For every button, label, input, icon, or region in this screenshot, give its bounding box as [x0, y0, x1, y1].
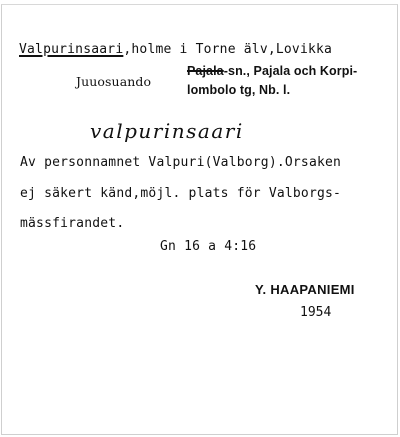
body-line-2: ej säkert känd,möjl. plats för Valborgs-	[20, 186, 342, 201]
headword: Valpurinsaari	[19, 42, 124, 57]
handwritten-headword: valpurinsaari	[90, 119, 244, 143]
body-line-1: Av personnamnet Valpuri(Valborg).Orsaken	[20, 155, 342, 170]
dialect-form: Juuosuando	[76, 74, 152, 89]
card-header-line	[19, 42, 332, 57]
collector-name: Y. HAAPANIEMI	[255, 282, 355, 297]
struck-parish: Pajala	[187, 64, 224, 78]
parish-stamp-line2: lombolo tg, Nb. l.	[187, 83, 291, 97]
parish-stamp-line1	[187, 64, 357, 78]
record-year: 1954	[300, 305, 332, 320]
body-line-3: mässfirandet.	[20, 216, 125, 231]
header-location: ,holme i Torne älv,Lovikka	[123, 42, 333, 57]
source-reference: Gn 16 a 4:16	[160, 239, 257, 254]
parish-stamp-text: -sn., Pajala och Korpi-	[223, 64, 358, 78]
archive-card	[1, 4, 398, 435]
